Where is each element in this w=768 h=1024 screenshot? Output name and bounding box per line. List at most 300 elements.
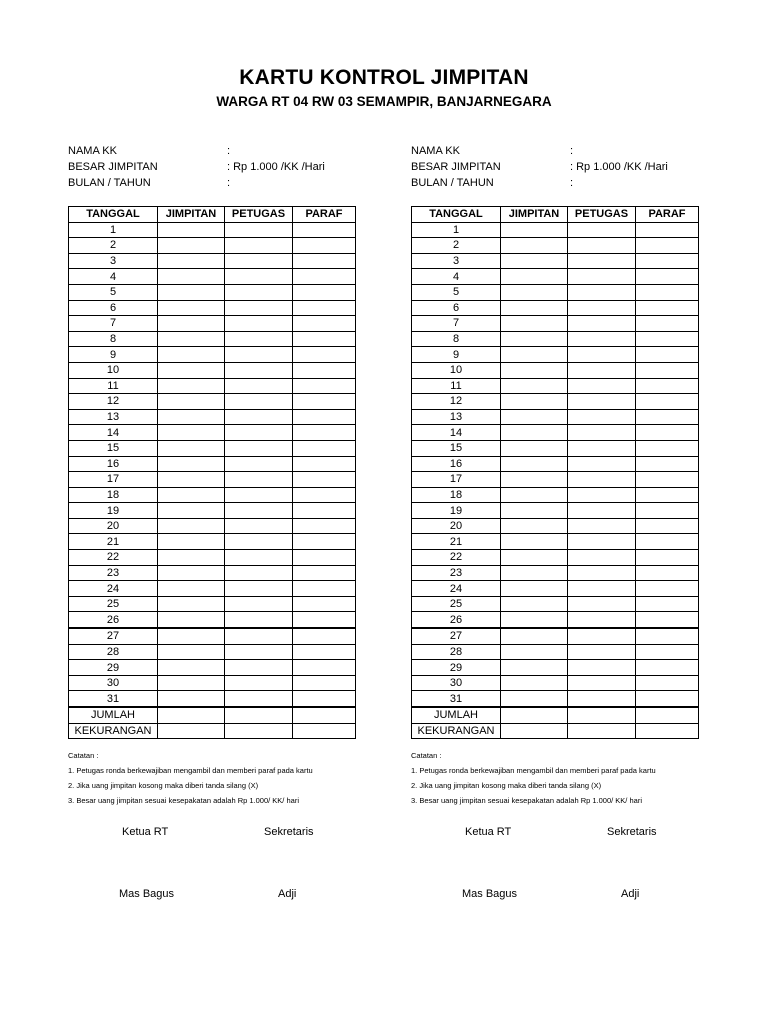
paraf-cell[interactable] xyxy=(293,550,356,566)
paraf-cell[interactable] xyxy=(636,644,699,660)
row-label: 11 xyxy=(412,378,501,394)
jimpitan-cell[interactable] xyxy=(158,409,225,425)
jimpitan-cell[interactable] xyxy=(158,581,225,597)
row-label: 30 xyxy=(412,675,501,691)
petugas-cell[interactable] xyxy=(225,612,293,628)
paraf-cell[interactable] xyxy=(293,596,356,612)
petugas-cell[interactable] xyxy=(568,269,636,285)
day-row xyxy=(69,362,356,378)
day-row xyxy=(412,660,699,676)
petugas-cell[interactable] xyxy=(225,472,293,488)
card-info xyxy=(411,143,701,193)
jimpitan-cell[interactable] xyxy=(158,723,225,739)
paraf-cell[interactable] xyxy=(293,534,356,550)
petugas-cell[interactable] xyxy=(568,487,636,503)
day-row xyxy=(69,347,356,363)
paraf-cell[interactable] xyxy=(636,456,699,472)
card-info xyxy=(68,143,358,193)
jimpitan-cell[interactable] xyxy=(501,565,568,581)
jimpitan-cell[interactable] xyxy=(501,347,568,363)
paraf-cell[interactable] xyxy=(293,425,356,441)
row-label: KEKURANGAN xyxy=(412,723,501,739)
paraf-cell[interactable] xyxy=(293,472,356,488)
jimpitan-cell[interactable] xyxy=(158,565,225,581)
paraf-cell[interactable] xyxy=(293,394,356,410)
row-label: JUMLAH xyxy=(69,707,158,723)
row-label: KEKURANGAN xyxy=(69,723,158,739)
petugas-cell[interactable] xyxy=(568,362,636,378)
jimpitan-cell[interactable] xyxy=(158,378,225,394)
row-label: 24 xyxy=(69,581,158,597)
day-row xyxy=(412,503,699,519)
petugas-cell[interactable] xyxy=(568,644,636,660)
row-label: 16 xyxy=(69,456,158,472)
jimpitan-cell[interactable] xyxy=(158,316,225,332)
nama-kk-label: NAMA KK xyxy=(411,145,460,157)
paraf-cell[interactable] xyxy=(636,518,699,534)
row-label: 8 xyxy=(412,331,501,347)
row-label: 9 xyxy=(69,347,158,363)
jimpitan-cell[interactable] xyxy=(501,409,568,425)
row-label: 22 xyxy=(412,550,501,566)
day-row xyxy=(412,487,699,503)
petugas-cell[interactable] xyxy=(225,581,293,597)
day-row xyxy=(412,222,699,238)
day-row xyxy=(69,440,356,456)
day-row xyxy=(69,596,356,612)
bulan-tahun-value: : xyxy=(570,177,574,189)
column-header: PETUGAS xyxy=(568,207,636,223)
ketua-title: Ketua RT xyxy=(465,826,512,838)
petugas-cell[interactable] xyxy=(225,440,293,456)
petugas-cell[interactable] xyxy=(568,222,636,238)
jimpitan-cell[interactable] xyxy=(501,518,568,534)
day-row xyxy=(412,550,699,566)
day-row xyxy=(69,565,356,581)
jimpitan-cell[interactable] xyxy=(158,550,225,566)
jimpitan-cell[interactable] xyxy=(158,331,225,347)
petugas-cell[interactable] xyxy=(568,596,636,612)
paraf-cell[interactable] xyxy=(293,284,356,300)
paraf-cell[interactable] xyxy=(293,378,356,394)
jimpitan-cell[interactable] xyxy=(158,596,225,612)
day-row xyxy=(412,394,699,410)
paraf-cell[interactable] xyxy=(293,316,356,332)
petugas-cell[interactable] xyxy=(568,440,636,456)
paraf-cell[interactable] xyxy=(636,253,699,269)
paraf-cell[interactable] xyxy=(636,238,699,254)
jimpitan-cell[interactable] xyxy=(501,628,568,644)
petugas-cell[interactable] xyxy=(568,581,636,597)
petugas-cell[interactable] xyxy=(225,596,293,612)
row-label: 23 xyxy=(412,565,501,581)
day-row xyxy=(412,331,699,347)
petugas-cell[interactable] xyxy=(225,518,293,534)
row-label: 3 xyxy=(69,253,158,269)
petugas-cell[interactable] xyxy=(568,472,636,488)
paraf-cell[interactable] xyxy=(636,269,699,285)
day-row xyxy=(412,456,699,472)
row-label: 31 xyxy=(412,691,501,707)
jimpitan-cell[interactable] xyxy=(158,440,225,456)
row-label: 2 xyxy=(69,238,158,254)
paraf-cell[interactable] xyxy=(293,518,356,534)
paraf-cell[interactable] xyxy=(293,644,356,660)
paraf-cell[interactable] xyxy=(293,612,356,628)
paraf-cell[interactable] xyxy=(293,581,356,597)
day-row xyxy=(412,238,699,254)
petugas-cell[interactable] xyxy=(568,331,636,347)
petugas-cell[interactable] xyxy=(225,565,293,581)
paraf-cell[interactable] xyxy=(636,550,699,566)
jimpitan-cell[interactable] xyxy=(158,691,225,707)
jimpitan-cell[interactable] xyxy=(158,394,225,410)
page-title: KARTU KONTROL JIMPITAN xyxy=(239,66,529,89)
jimpitan-cell[interactable] xyxy=(158,269,225,285)
paraf-cell[interactable] xyxy=(636,707,699,723)
row-label: 19 xyxy=(69,503,158,519)
day-row xyxy=(412,628,699,644)
petugas-cell[interactable] xyxy=(568,612,636,628)
jimpitan-cell[interactable] xyxy=(158,222,225,238)
day-row xyxy=(412,347,699,363)
petugas-cell[interactable] xyxy=(225,284,293,300)
row-label: 10 xyxy=(69,362,158,378)
petugas-cell[interactable] xyxy=(225,644,293,660)
kekurangan-row xyxy=(69,723,356,739)
row-label: 9 xyxy=(412,347,501,363)
paraf-cell[interactable] xyxy=(293,628,356,644)
paraf-cell[interactable] xyxy=(293,331,356,347)
paraf-cell[interactable] xyxy=(636,409,699,425)
day-row xyxy=(412,362,699,378)
petugas-cell[interactable] xyxy=(225,253,293,269)
paraf-cell[interactable] xyxy=(293,456,356,472)
nama-kk-value: : xyxy=(227,145,231,157)
jimpitan-cell[interactable] xyxy=(158,660,225,676)
petugas-cell[interactable] xyxy=(568,378,636,394)
paraf-cell[interactable] xyxy=(293,222,356,238)
jimpitan-cell[interactable] xyxy=(158,534,225,550)
day-row xyxy=(69,300,356,316)
day-row xyxy=(69,284,356,300)
petugas-cell[interactable] xyxy=(568,534,636,550)
petugas-cell[interactable] xyxy=(225,269,293,285)
petugas-cell[interactable] xyxy=(568,707,636,723)
paraf-cell[interactable] xyxy=(293,565,356,581)
jimpitan-cell[interactable] xyxy=(158,628,225,644)
petugas-cell[interactable] xyxy=(568,425,636,441)
petugas-cell[interactable] xyxy=(225,409,293,425)
petugas-cell[interactable] xyxy=(225,628,293,644)
petugas-cell[interactable] xyxy=(568,518,636,534)
jimpitan-cell[interactable] xyxy=(158,284,225,300)
petugas-cell[interactable] xyxy=(225,362,293,378)
row-label: 15 xyxy=(412,440,501,456)
jimpitan-cell[interactable] xyxy=(158,518,225,534)
paraf-cell[interactable] xyxy=(636,284,699,300)
paraf-cell[interactable] xyxy=(636,440,699,456)
row-label: 1 xyxy=(412,222,501,238)
paraf-cell[interactable] xyxy=(636,331,699,347)
petugas-cell[interactable] xyxy=(568,394,636,410)
petugas-cell[interactable] xyxy=(568,409,636,425)
day-row xyxy=(412,518,699,534)
paraf-cell[interactable] xyxy=(636,347,699,363)
petugas-cell[interactable] xyxy=(568,456,636,472)
jimpitan-cell[interactable] xyxy=(501,425,568,441)
paraf-cell[interactable] xyxy=(636,628,699,644)
row-label: 18 xyxy=(412,487,501,503)
paraf-cell[interactable] xyxy=(293,660,356,676)
jimpitan-cell[interactable] xyxy=(158,253,225,269)
day-row xyxy=(412,409,699,425)
petugas-cell[interactable] xyxy=(225,331,293,347)
petugas-cell[interactable] xyxy=(225,550,293,566)
petugas-cell[interactable] xyxy=(225,723,293,739)
jimpitan-cell[interactable] xyxy=(501,440,568,456)
jimpitan-cell[interactable] xyxy=(158,503,225,519)
paraf-cell[interactable] xyxy=(636,675,699,691)
day-row xyxy=(412,440,699,456)
jimpitan-cell[interactable] xyxy=(501,596,568,612)
paraf-cell[interactable] xyxy=(636,425,699,441)
jimpitan-cell[interactable] xyxy=(501,331,568,347)
paraf-cell[interactable] xyxy=(293,691,356,707)
paraf-cell[interactable] xyxy=(293,503,356,519)
jimpitan-cell[interactable] xyxy=(501,612,568,628)
jimpitan-cell[interactable] xyxy=(501,253,568,269)
petugas-cell[interactable] xyxy=(225,534,293,550)
petugas-cell[interactable] xyxy=(225,487,293,503)
paraf-cell[interactable] xyxy=(293,675,356,691)
petugas-cell[interactable] xyxy=(225,378,293,394)
petugas-cell[interactable] xyxy=(225,347,293,363)
petugas-cell[interactable] xyxy=(568,675,636,691)
jimpitan-cell[interactable] xyxy=(501,362,568,378)
paraf-cell[interactable] xyxy=(636,534,699,550)
row-label: 28 xyxy=(412,644,501,660)
jimpitan-cell[interactable] xyxy=(158,707,225,723)
petugas-cell[interactable] xyxy=(568,284,636,300)
jimpitan-cell[interactable] xyxy=(501,503,568,519)
paraf-cell[interactable] xyxy=(636,472,699,488)
control-card-left xyxy=(68,0,368,1024)
day-row xyxy=(412,581,699,597)
petugas-cell[interactable] xyxy=(568,660,636,676)
nama-kk-value: : xyxy=(570,145,574,157)
jimpitan-cell[interactable] xyxy=(501,487,568,503)
paraf-cell[interactable] xyxy=(293,707,356,723)
paraf-cell[interactable] xyxy=(636,503,699,519)
besar-jimpitan-value: : Rp 1.000 /KK /Hari xyxy=(570,161,668,173)
jimpitan-cell[interactable] xyxy=(501,644,568,660)
row-label: 2 xyxy=(412,238,501,254)
row-label: 18 xyxy=(69,487,158,503)
paraf-cell[interactable] xyxy=(293,440,356,456)
sekretaris-title: Sekretaris xyxy=(264,826,314,838)
day-row xyxy=(412,612,699,628)
petugas-cell[interactable] xyxy=(568,723,636,739)
jimpitan-cell[interactable] xyxy=(158,487,225,503)
row-label: 29 xyxy=(69,660,158,676)
paraf-cell[interactable] xyxy=(293,347,356,363)
jimpitan-cell[interactable] xyxy=(158,612,225,628)
paraf-cell[interactable] xyxy=(293,723,356,739)
paraf-cell[interactable] xyxy=(293,300,356,316)
row-label: 20 xyxy=(69,518,158,534)
row-label: 31 xyxy=(69,691,158,707)
jimpitan-cell[interactable] xyxy=(501,316,568,332)
petugas-cell[interactable] xyxy=(225,503,293,519)
jimpitan-cell[interactable] xyxy=(501,222,568,238)
jimpitan-cell[interactable] xyxy=(158,472,225,488)
row-label: 1 xyxy=(69,222,158,238)
note-item: 1. Petugas ronda berkewajiban mengambil dan memberi paraf pada kartu xyxy=(411,766,656,775)
day-row xyxy=(69,628,356,644)
control-card-right xyxy=(411,0,711,1024)
day-row xyxy=(69,691,356,707)
jumlah-row xyxy=(69,707,356,723)
paraf-cell[interactable] xyxy=(636,581,699,597)
petugas-cell[interactable] xyxy=(225,660,293,676)
petugas-cell[interactable] xyxy=(225,238,293,254)
besar-jimpitan-label: BESAR JIMPITAN xyxy=(411,161,501,173)
row-label: 13 xyxy=(69,409,158,425)
day-row xyxy=(69,316,356,332)
page-subtitle: WARGA RT 04 RW 03 SEMAMPIR, BANJARNEGARA xyxy=(216,94,552,109)
paraf-cell[interactable] xyxy=(293,253,356,269)
ketua-title: Ketua RT xyxy=(122,826,169,838)
petugas-cell[interactable] xyxy=(225,456,293,472)
petugas-cell[interactable] xyxy=(568,253,636,269)
paraf-cell[interactable] xyxy=(636,316,699,332)
jimpitan-cell[interactable] xyxy=(501,534,568,550)
day-row xyxy=(412,534,699,550)
petugas-cell[interactable] xyxy=(568,691,636,707)
petugas-cell[interactable] xyxy=(225,691,293,707)
paraf-cell[interactable] xyxy=(636,660,699,676)
jimpitan-cell[interactable] xyxy=(501,378,568,394)
petugas-cell[interactable] xyxy=(568,316,636,332)
column-header: JIMPITAN xyxy=(158,207,225,223)
petugas-cell[interactable] xyxy=(568,550,636,566)
jimpitan-cell[interactable] xyxy=(501,675,568,691)
paraf-cell[interactable] xyxy=(636,723,699,739)
jimpitan-cell[interactable] xyxy=(158,238,225,254)
paraf-cell[interactable] xyxy=(636,378,699,394)
day-row xyxy=(69,487,356,503)
day-row xyxy=(69,425,356,441)
paraf-cell[interactable] xyxy=(636,487,699,503)
day-row xyxy=(412,253,699,269)
jimpitan-cell[interactable] xyxy=(501,660,568,676)
day-row xyxy=(69,644,356,660)
jimpitan-cell[interactable] xyxy=(501,581,568,597)
bulan-tahun-value: : xyxy=(227,177,231,189)
paraf-cell[interactable] xyxy=(636,691,699,707)
petugas-cell[interactable] xyxy=(225,707,293,723)
petugas-cell[interactable] xyxy=(568,628,636,644)
petugas-cell[interactable] xyxy=(568,565,636,581)
paraf-cell[interactable] xyxy=(293,487,356,503)
day-row xyxy=(412,316,699,332)
column-header: TANGGAL xyxy=(69,207,158,223)
row-label: 26 xyxy=(69,612,158,628)
jimpitan-cell[interactable] xyxy=(158,300,225,316)
paraf-cell[interactable] xyxy=(636,300,699,316)
day-row xyxy=(69,660,356,676)
row-label: 17 xyxy=(412,472,501,488)
jimpitan-cell[interactable] xyxy=(158,456,225,472)
row-label: 22 xyxy=(69,550,158,566)
petugas-cell[interactable] xyxy=(225,425,293,441)
jimpitan-cell[interactable] xyxy=(501,300,568,316)
notes-heading: Catatan : xyxy=(411,751,442,760)
jimpitan-cell[interactable] xyxy=(501,269,568,285)
jimpitan-cell[interactable] xyxy=(501,456,568,472)
jimpitan-cell[interactable] xyxy=(158,347,225,363)
column-header: JIMPITAN xyxy=(501,207,568,223)
notes-section xyxy=(411,748,656,808)
jimpitan-cell[interactable] xyxy=(501,691,568,707)
nama-kk-label: NAMA KK xyxy=(68,145,117,157)
paraf-cell[interactable] xyxy=(293,269,356,285)
jimpitan-cell[interactable] xyxy=(501,550,568,566)
jimpitan-cell[interactable] xyxy=(158,425,225,441)
day-row xyxy=(412,300,699,316)
day-row xyxy=(69,472,356,488)
paraf-cell[interactable] xyxy=(293,409,356,425)
ketua-name: Mas Bagus xyxy=(119,888,175,900)
paraf-cell[interactable] xyxy=(293,238,356,254)
petugas-cell[interactable] xyxy=(225,316,293,332)
petugas-cell[interactable] xyxy=(225,394,293,410)
jimpitan-cell[interactable] xyxy=(501,238,568,254)
jimpitan-cell[interactable] xyxy=(501,284,568,300)
paraf-cell[interactable] xyxy=(636,222,699,238)
paraf-cell[interactable] xyxy=(636,394,699,410)
jimpitan-cell[interactable] xyxy=(158,644,225,660)
bulan-tahun-label: BULAN / TAHUN xyxy=(411,177,494,189)
petugas-cell[interactable] xyxy=(568,238,636,254)
jimpitan-cell[interactable] xyxy=(501,394,568,410)
petugas-cell[interactable] xyxy=(568,503,636,519)
row-label: 6 xyxy=(412,300,501,316)
petugas-cell[interactable] xyxy=(225,222,293,238)
jimpitan-cell[interactable] xyxy=(501,707,568,723)
paraf-cell[interactable] xyxy=(636,565,699,581)
petugas-cell[interactable] xyxy=(568,300,636,316)
jimpitan-cell[interactable] xyxy=(158,675,225,691)
day-row xyxy=(412,378,699,394)
jimpitan-cell[interactable] xyxy=(158,362,225,378)
note-item: 2. Jika uang jimpitan kosong maka diberi tanda silang (X) xyxy=(68,781,259,790)
paraf-cell[interactable] xyxy=(636,596,699,612)
paraf-cell[interactable] xyxy=(636,612,699,628)
petugas-cell[interactable] xyxy=(225,300,293,316)
petugas-cell[interactable] xyxy=(568,347,636,363)
jimpitan-cell[interactable] xyxy=(501,723,568,739)
paraf-cell[interactable] xyxy=(293,362,356,378)
row-label: 20 xyxy=(412,518,501,534)
day-row xyxy=(69,675,356,691)
paraf-cell[interactable] xyxy=(636,362,699,378)
jimpitan-cell[interactable] xyxy=(501,472,568,488)
row-label: 13 xyxy=(412,409,501,425)
row-label: 15 xyxy=(69,440,158,456)
petugas-cell[interactable] xyxy=(225,675,293,691)
